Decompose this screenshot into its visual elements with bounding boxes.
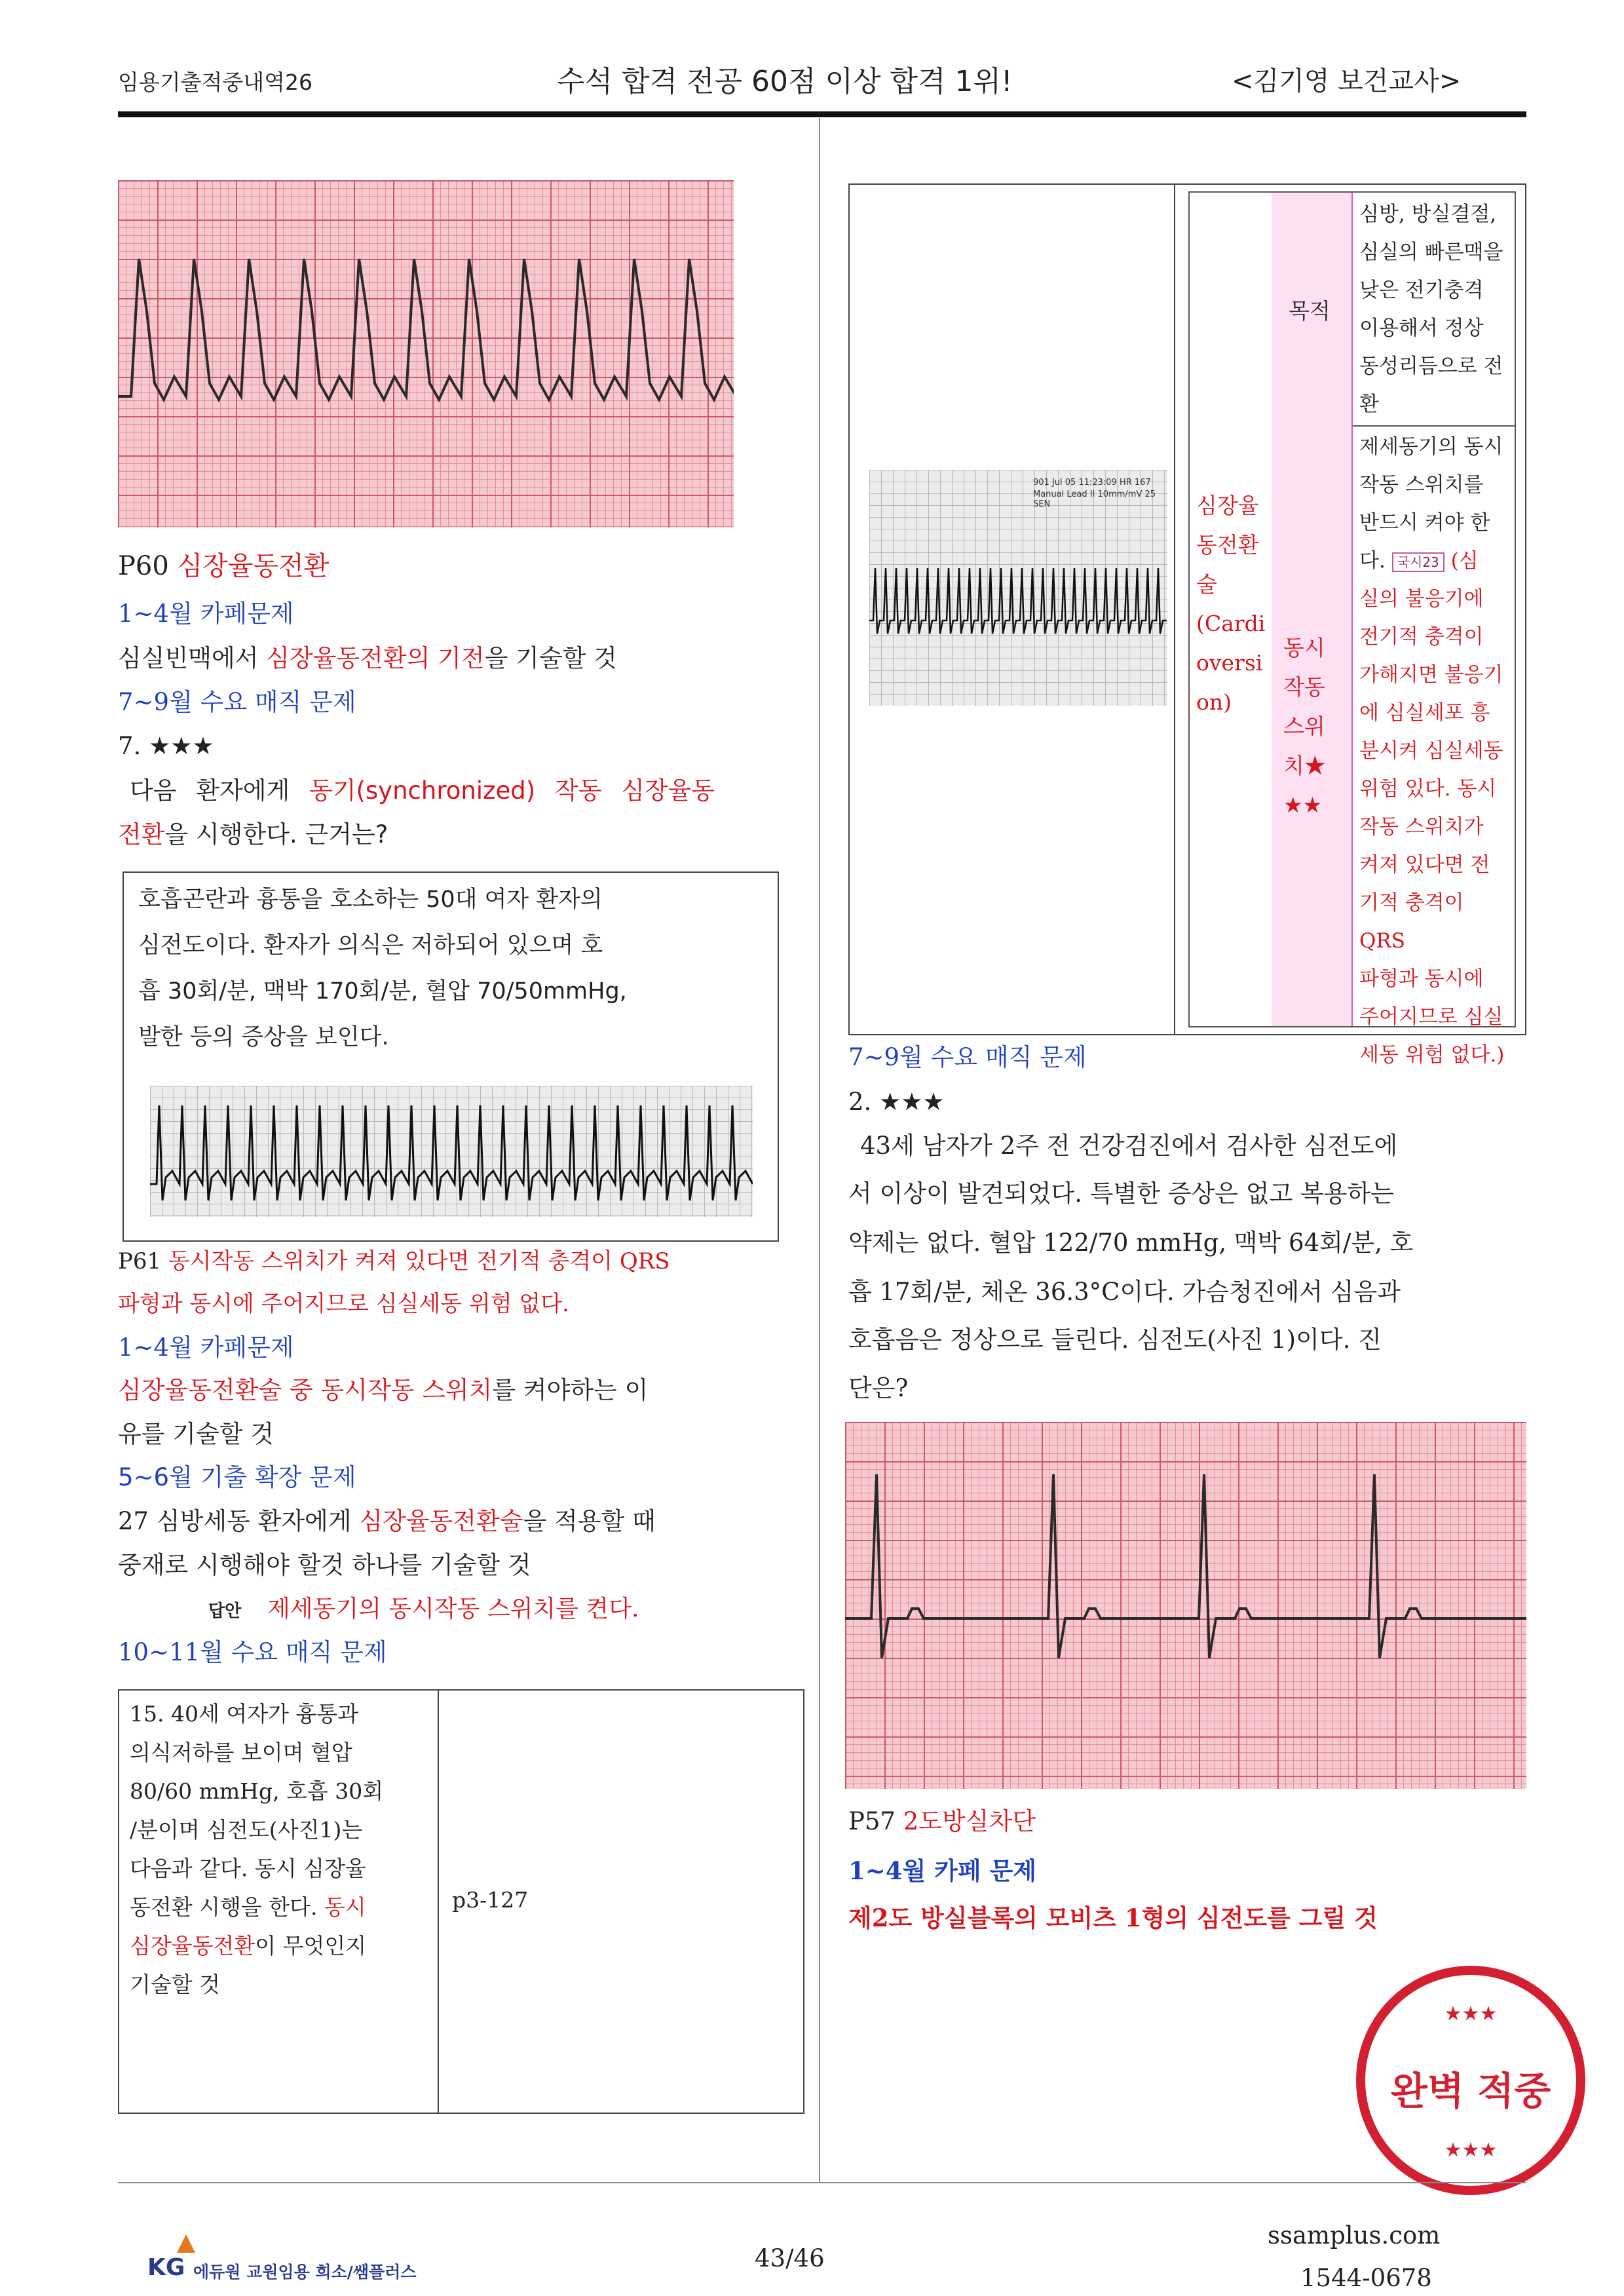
p61-line1 bbox=[118, 1248, 670, 1275]
sync-label-line: 스위 bbox=[1283, 714, 1325, 739]
q15-line: 동전환 시행을 한다. bbox=[130, 1894, 324, 1920]
sync-label-line: 치★ bbox=[1283, 753, 1326, 778]
header-rule bbox=[118, 111, 1526, 117]
case-line-3: 흡 30회/분, 맥박 170회/분, 혈압 70/50mmHg, bbox=[138, 978, 627, 1004]
wed-heading-1: 7~9월 수요 매직 문제 bbox=[118, 688, 356, 716]
p61-line2: 파형과 동시에 주어지므로 심실세동 위험 없다. bbox=[118, 1291, 569, 1317]
q7-text-line2 bbox=[118, 820, 388, 849]
case-box bbox=[123, 871, 779, 1242]
q1-text-a: 심실빈맥에서 bbox=[118, 644, 267, 672]
sync-line: 분시켜 심실세동 bbox=[1359, 739, 1503, 763]
q27-text-a: 27 심방세동 환자에게 bbox=[118, 1507, 360, 1535]
ecg-trace bbox=[150, 1105, 753, 1200]
logo-kg: KG bbox=[147, 2254, 185, 2281]
case-line-2: 심전도이다. 환자가 의식은 저하되어 있으며 호 bbox=[138, 932, 603, 959]
sync-line: 실의 불응기에 bbox=[1359, 587, 1484, 611]
main-term-line: 동전환 bbox=[1196, 532, 1259, 558]
q7-text-a: 다음 환자에게 bbox=[130, 776, 309, 805]
sync-line: 작동 스위치를 bbox=[1359, 473, 1484, 497]
sync-line: 주어지므로 심실 bbox=[1359, 1005, 1503, 1029]
sync-line: 다. bbox=[1359, 549, 1386, 573]
sync-label-line: 작동 bbox=[1283, 674, 1325, 700]
purpose-line: 동성리듬으로 전 bbox=[1359, 354, 1503, 378]
q27-line2: 중재로 시행해야 할것 하나를 기술할 것 bbox=[118, 1551, 531, 1579]
q15-line: 15. 40세 여자가 흉통과 bbox=[130, 1701, 359, 1727]
q15-line: 80/60 mmHg, 호흡 30회 bbox=[130, 1778, 384, 1804]
footer-site: ssamplus.com bbox=[1268, 2221, 1441, 2249]
p61-number: P61 bbox=[118, 1248, 162, 1274]
p60-number: P60 bbox=[118, 551, 169, 581]
sync-line: 가해지면 불응기 bbox=[1359, 663, 1503, 687]
ecg-trace bbox=[118, 259, 734, 400]
p57-number: P57 bbox=[848, 1807, 896, 1835]
purpose-text bbox=[1359, 195, 1511, 423]
footer-rule bbox=[118, 2182, 1526, 2183]
header-left: 임용기출적중내역26 bbox=[118, 69, 313, 95]
exp-heading-1: 5~6월 기출 확장 문제 bbox=[118, 1463, 356, 1491]
case-line-1: 호흡곤란과 흉통을 호소하는 50대 여자 환자의 bbox=[138, 887, 603, 913]
ecg-trace bbox=[845, 1474, 1526, 1658]
q1-text-c: 을 기술할 것 bbox=[484, 644, 617, 672]
q2-line6: 단은? bbox=[848, 1374, 909, 1402]
q15-red: 동시 bbox=[324, 1894, 366, 1920]
ecg-image-vt bbox=[118, 180, 734, 527]
main-term-line: (Cardi bbox=[1196, 611, 1266, 636]
q15-line: 다음과 같다. 동시 심장율 bbox=[130, 1856, 366, 1881]
q2-line1: 43세 남자가 2주 전 건강검진에서 검사한 심전도에 bbox=[860, 1132, 1398, 1160]
q15-line: 이 무엇인지 bbox=[255, 1933, 367, 1959]
purpose-line: 심방, 방실결절, bbox=[1359, 202, 1497, 226]
q2-text-b: 를 켜야하는 이 bbox=[492, 1376, 649, 1404]
sync-line: 전기적 충격이 bbox=[1359, 625, 1484, 649]
sync-label-line: 동시 bbox=[1283, 635, 1325, 660]
perfect-hit-stamp bbox=[1356, 1966, 1585, 2195]
answer-line bbox=[208, 1594, 639, 1623]
q27-text-b: 심장율동전환술 bbox=[359, 1507, 523, 1535]
header-title: 수석 합격 전공 60점 이상 합격 1위! bbox=[557, 65, 1013, 98]
q-sync-switch-line1 bbox=[118, 1376, 648, 1405]
q15-line: 의식저하를 보이며 혈압 bbox=[130, 1740, 352, 1765]
q15-reference: p3-127 bbox=[452, 1887, 529, 1913]
sync-line: (심 bbox=[1450, 549, 1479, 573]
sync-label bbox=[1283, 628, 1326, 825]
page-number: 43/46 bbox=[755, 2244, 825, 2272]
sync-line: 기적 충격이 QRS bbox=[1359, 891, 1464, 953]
q7-text-b: 동기(synchronized) 작동 심장율동 bbox=[309, 776, 715, 805]
purpose-label-cell bbox=[1272, 193, 1353, 427]
sync-label-cell bbox=[1272, 425, 1353, 1026]
sync-label-line: ★★ bbox=[1283, 792, 1323, 818]
sync-line: 제세동기의 동시 bbox=[1359, 435, 1503, 459]
q7-text-line1 bbox=[130, 776, 715, 805]
ecg-trace bbox=[869, 568, 1167, 634]
main-term bbox=[1196, 486, 1265, 722]
q15-line: 기술할 것 bbox=[130, 1972, 221, 1997]
cafe-heading-2: 1~4월 카페문제 bbox=[118, 1333, 294, 1362]
footer-logo bbox=[147, 2234, 475, 2280]
answer-text: 제세동기의 동시작동 스위치를 켠다. bbox=[267, 1596, 639, 1622]
q2-line3: 약제는 없다. 혈압 122/70 mmHg, 맥박 64회/분, 호 bbox=[848, 1229, 1414, 1257]
ecg-stamp-line2: Manual Lead II 10mm/mV 25 SEN bbox=[1033, 489, 1156, 509]
sync-line: 작동 스위치가 bbox=[1359, 815, 1484, 839]
sync-line: 파형과 동시에 bbox=[1359, 967, 1484, 991]
footer-phone: 1544-0678 bbox=[1300, 2264, 1432, 2292]
p57-heading bbox=[848, 1807, 1036, 1836]
main-term-cell bbox=[1190, 193, 1273, 1026]
p60-title: 심장율동전환 bbox=[177, 551, 330, 581]
q2-line2: 서 이상이 발견되었다. 특별한 증상은 없고 복용하는 bbox=[848, 1179, 1394, 1208]
main-term-line: 심장율 bbox=[1196, 493, 1259, 518]
main-term-line: 술 bbox=[1196, 571, 1217, 597]
logo-mark-icon bbox=[177, 2234, 195, 2253]
q7-text-c: 전환 bbox=[118, 820, 165, 849]
column-divider bbox=[819, 118, 820, 2182]
question-mechanism bbox=[118, 644, 617, 673]
case-line-4: 발한 등의 증상을 보인다. bbox=[138, 1024, 389, 1050]
q15-red: 심장율동전환 bbox=[130, 1933, 255, 1959]
sync-text bbox=[1359, 428, 1511, 1074]
q15-line: /분이며 심전도(사진1)는 bbox=[130, 1817, 363, 1843]
answer-label: 답안 bbox=[208, 1601, 242, 1621]
q1-text-b: 심장율동전환의 기전 bbox=[266, 644, 485, 672]
q57-text: 제2도 방실블록의 모비츠 1형의 심전도를 그릴 것 bbox=[848, 1904, 1378, 1932]
purpose-line: 환 bbox=[1359, 392, 1379, 416]
main-term-line: oversi bbox=[1196, 650, 1263, 676]
sync-line: 위험 있다. 동시 bbox=[1359, 777, 1497, 801]
stamp-stars-bottom: ★★★ bbox=[1444, 2139, 1498, 2162]
purpose-line: 낮은 전기충격 bbox=[1359, 278, 1484, 302]
q27-text-c: 을 적용할 때 bbox=[523, 1507, 656, 1535]
cafe-heading-1: 1~4월 카페문제 bbox=[118, 600, 294, 628]
logo-text: 에듀원 교원임용 희소/쌤플러스 bbox=[193, 2263, 417, 2282]
ecg-cell bbox=[850, 185, 1175, 1034]
purpose-text-cell bbox=[1353, 193, 1515, 427]
purpose-line: 심실의 빠른맥을 bbox=[1359, 240, 1503, 264]
q-sync-switch-line2: 유를 기술할 것 bbox=[118, 1420, 274, 1448]
q15-ref-cell bbox=[438, 1689, 804, 2114]
q2-text-a: 심장율동전환술 중 동시작동 스위치 bbox=[118, 1376, 493, 1404]
sync-line: 켜져 있다면 전 bbox=[1359, 853, 1490, 877]
sync-line: 반드시 켜야 한 bbox=[1359, 511, 1490, 535]
ecg-image-monitor bbox=[869, 470, 1167, 706]
cafe-heading-3: 1~4월 카페 문제 bbox=[848, 1856, 1036, 1885]
stamp-stars-top: ★★★ bbox=[1444, 2002, 1498, 2025]
ecg-image-2nd-degree bbox=[845, 1422, 1526, 1789]
ecg-image-svt bbox=[150, 1086, 753, 1217]
main-term-line: on) bbox=[1196, 689, 1232, 715]
q7-number: 7. ★★★ bbox=[118, 732, 214, 760]
wed-heading-2: 10~11월 수요 매직 문제 bbox=[118, 1638, 387, 1666]
p61-text-a: 동시작동 스위치가 켜져 있다면 전기적 충격이 QRS bbox=[168, 1248, 670, 1274]
inner-table bbox=[1188, 191, 1516, 1067]
wed-heading-3: 7~9월 수요 매직 문제 bbox=[848, 1043, 1087, 1071]
sync-text-cell bbox=[1353, 425, 1515, 1067]
q7-text-d: 을 시행한다. 근거는? bbox=[164, 820, 388, 849]
p60-heading bbox=[118, 550, 329, 582]
q15-table bbox=[118, 1689, 804, 2114]
stamp-text: 완벽 적중 bbox=[1390, 2069, 1551, 2113]
p57-title: 2도방실차단 bbox=[903, 1807, 1036, 1835]
purpose-label: 목적 bbox=[1289, 298, 1331, 324]
q2-number: 2. ★★★ bbox=[848, 1088, 945, 1116]
ecg-stamp-line1: 901 Jul 05 11:23:09 HR 167 bbox=[1033, 478, 1151, 488]
q15-text bbox=[130, 1694, 431, 2004]
purpose-line: 이용해서 정상 bbox=[1359, 316, 1484, 340]
q2-line5: 호흡음은 정상으로 들린다. 심전도(사진 1)이다. 진 bbox=[848, 1326, 1382, 1354]
exam-badge: 국시23 bbox=[1392, 552, 1445, 572]
sync-line: 세동 위험 없다.) bbox=[1359, 1043, 1505, 1067]
q27-line1 bbox=[118, 1507, 656, 1536]
header-right: <김기영 보건교사> bbox=[1232, 66, 1462, 96]
q15-question-cell bbox=[118, 1689, 439, 2114]
q2-line4: 흡 17회/분, 체온 36.3°C이다. 가슴청진에서 심음과 bbox=[848, 1278, 1401, 1306]
sync-line: 에 심실세포 흥 bbox=[1359, 701, 1490, 725]
